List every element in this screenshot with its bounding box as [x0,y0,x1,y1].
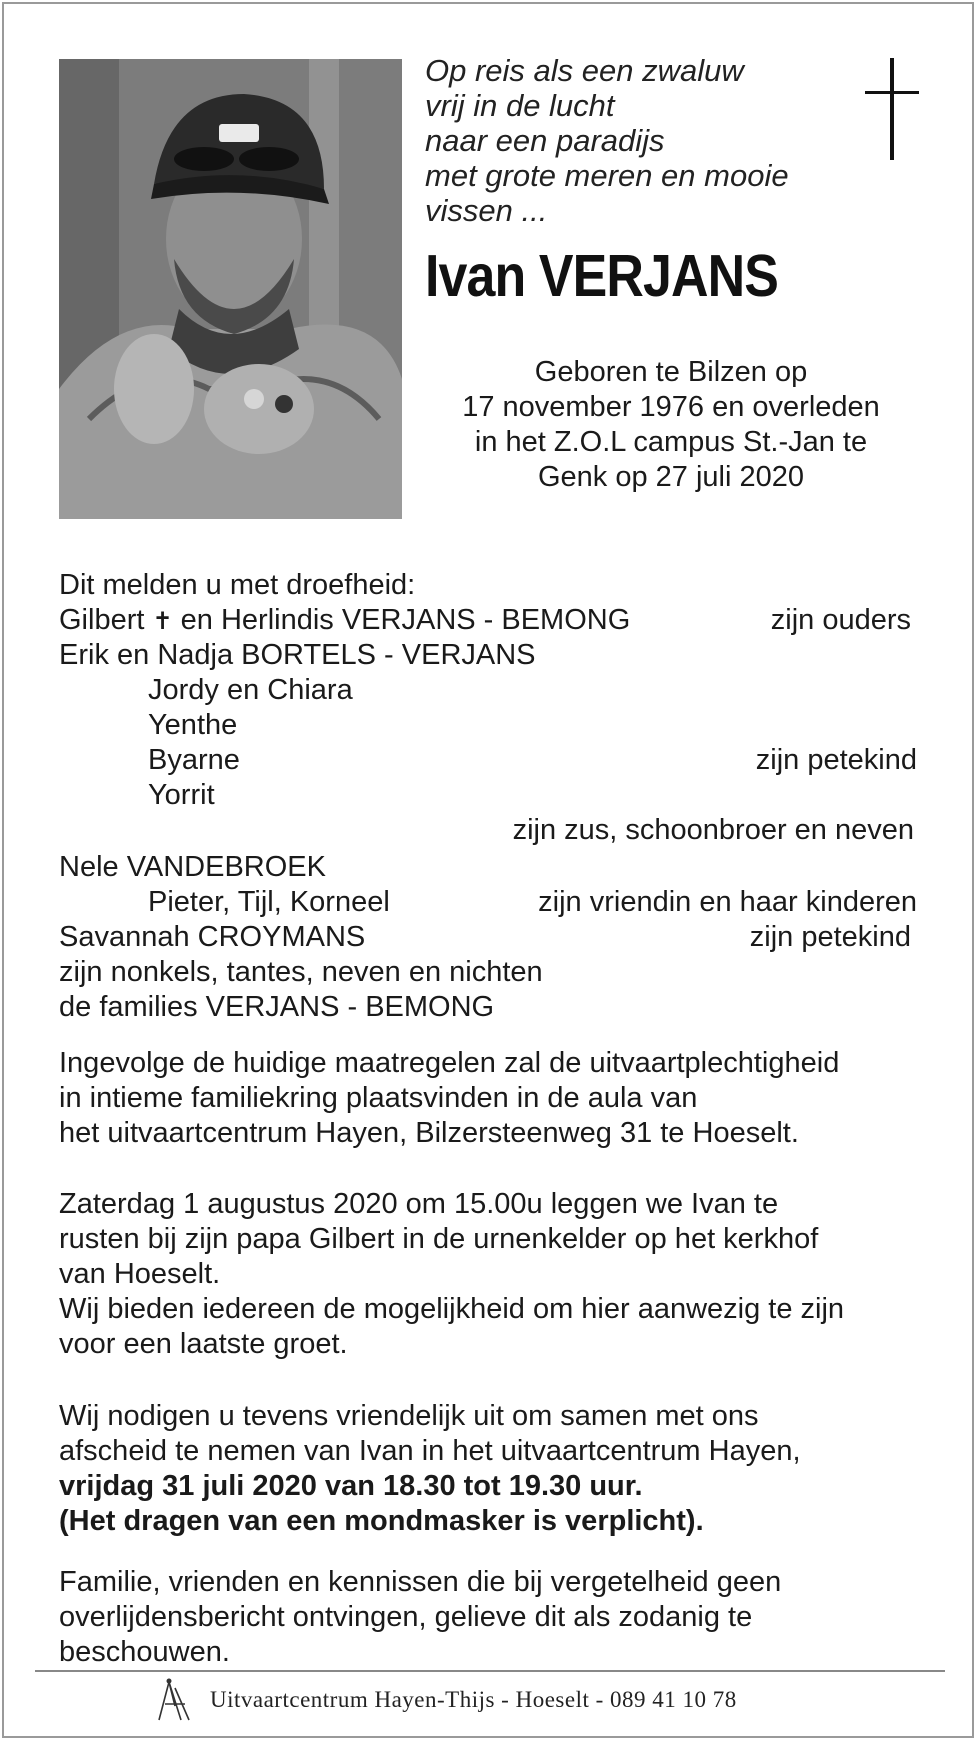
birth-line: 17 november 1976 en overleden [462,391,880,423]
family-member: Savannah CROYMANS [59,921,366,953]
paragraph-line-bold: vrijdag 31 juli 2020 van 18.30 tot 19.30 uur. [59,1470,643,1502]
footer-divider [35,1670,945,1672]
paragraph-line: overlijdensbericht ontvingen, gelieve dit als zodanig te [59,1601,753,1633]
funeral-home-logo-icon [155,1676,197,1722]
family-role: zijn vriendin en haar kinderen [538,886,917,918]
footer-contact: Uitvaartcentrum Hayen-Thijs - Hoeselt - 089 41 10 78 [210,1687,737,1712]
paragraph-line: voor een laatste groet. [59,1328,348,1360]
paragraph-line: Wij bieden iedereen de mogelijkheid om hier aanwezig te zijn [59,1293,845,1325]
family-member: Erik en Nadja BORTELS - VERJANS [59,639,536,671]
parent-names-rest: en Herlindis VERJANS - BEMONG [180,604,631,636]
paragraph-line: Wij nodigen u tevens vriendelijk uit om samen met ons [59,1400,759,1432]
family-member: Pieter, Tijl, Korneel [148,886,390,918]
paragraph-line: Zaterdag 1 augustus 2020 om 15.00u leggen we Ivan te [59,1188,779,1220]
ceremony-paragraph [59,1046,839,1151]
paragraph-line-bold: (Het dragen van een mondmasker is verplicht). [59,1505,704,1537]
family-role: zijn petekind [749,921,911,953]
poem-line: vrij in de lucht [425,88,615,123]
poem-line: vissen ... [425,193,548,228]
family-member: Yorrit [148,779,215,811]
family-member: zijn nonkels, tantes, neven en nichten [59,956,543,988]
paragraph-line: Familie, vrienden en kennissen die bij vergetelheid geen [59,1566,782,1598]
burial-paragraph [59,1187,844,1362]
paragraph-line: Ingevolge de huidige maatregelen zal de uitvaartplechtigheid [59,1047,840,1079]
poem-line: Op reis als een zwaluw [425,53,744,88]
family-member: Jordy en Chiara [148,674,353,706]
family-member: de families VERJANS - BEMONG [59,991,495,1023]
deceased-name: Ivan VERJANS [425,243,779,309]
birth-line: Geboren te Bilzen op [534,356,808,388]
notice-paragraph [59,1565,781,1670]
paragraph-line: rusten bij zijn papa Gilbert in de urnenkelder op het kerkhof [59,1223,819,1255]
poem [425,53,789,228]
parent-father-name: Gilbert [59,604,145,636]
family-member: Yenthe [148,709,238,741]
portrait-photo [59,59,402,519]
family-parents [59,603,630,639]
latin-cross-icon [862,58,922,160]
paragraph-line: in intieme familiekring plaatsvinden in de aula van [59,1082,698,1114]
family-member: Byarne [148,744,240,776]
family-member: Nele VANDEBROEK [59,851,326,883]
family-intro: Dit melden u met droefheid: [59,569,416,601]
paragraph-line: van Hoeselt. [59,1258,221,1290]
birth-line: in het Z.O.L campus St.-Jan te [474,426,868,458]
family-role: zijn zus, schoonbroer en neven [512,814,914,846]
family-role: zijn petekind [755,744,917,776]
farewell-paragraph [59,1399,801,1539]
birth-line: Genk op 27 juli 2020 [537,461,805,493]
paragraph-line: afscheid te nemen van Ivan in het uitvaartcentrum Hayen, [59,1435,801,1467]
birth-death-info [430,355,912,495]
paragraph-line: het uitvaartcentrum Hayen, Bilzersteenweg 31 te Hoeselt. [59,1117,799,1149]
poem-line: met grote meren en mooie [425,158,789,193]
family-role: zijn ouders [770,604,911,636]
deceased-cross-icon: ✝ [152,608,173,635]
paragraph-line: beschouwen. [59,1636,230,1668]
poem-line: naar een paradijs [425,123,665,158]
